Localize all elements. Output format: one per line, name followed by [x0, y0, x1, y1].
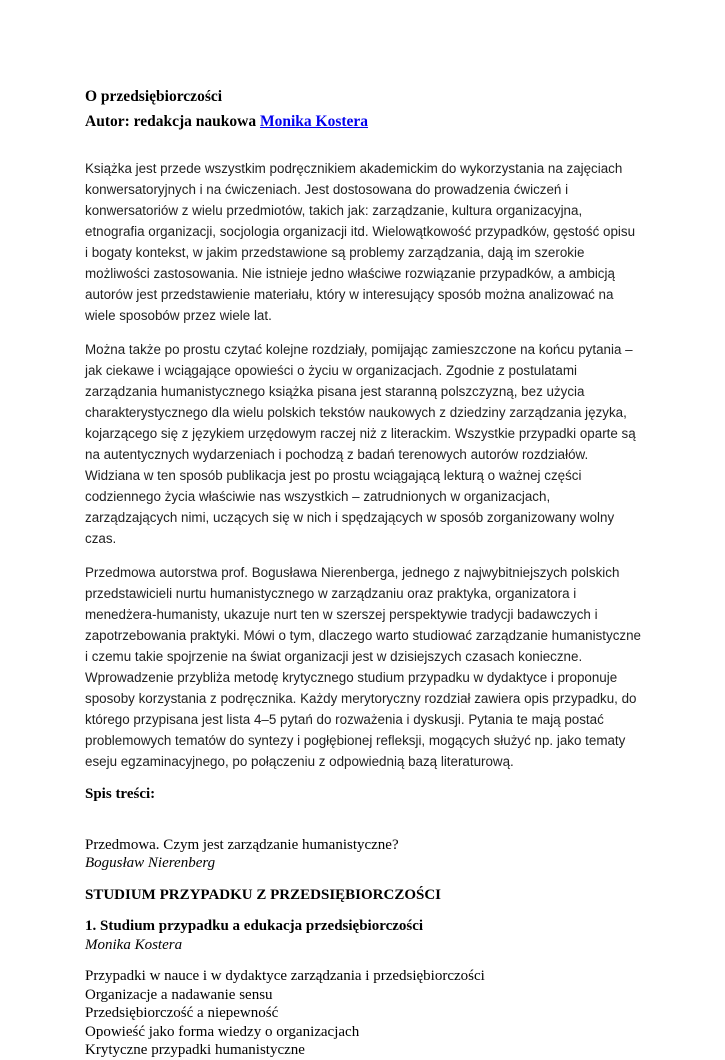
- toc-topic-list: [85, 967, 641, 1060]
- toc-chapter-title: 1. Studium przypadku a edukacja przedsiębiorczości: [85, 918, 424, 934]
- paragraph-3: Przedmowa autorstwa prof. Bogusława Nierenberga, jednego z najwybitniejszych polskich przedstawicieli nurtu humanistycznego w zarządzaniu oraz praktyka, organizatora i menedżera-humanisty, ukazuje nurt ten w szerszej perspektywie tradycji badawczych i zapotrzebowania praktyki. Mówi o tym, dlaczego warto studiować zarządzanie humanistyczne i czemu takie spojrzenie na świat organizacji jest w dzisiejszych czasach konieczne. Wprowadzenie przybliża metodę krytycznego studium przypadku w dydaktyce i proponuje sposoby korzystania z podręcznika. Każdy merytoryczny rozdział zawiera opis przypadku, do którego przypisana jest lista 4–5 pytań do rozważenia i dyskusji. Pytania te mają postać problemowych tematów do syntezy i pogłębionej refleksji, mogących służyć np. jako tematy eseju egzaminacyjnego, po połączeniu z odpowiednią bazą literaturową.: [85, 565, 641, 769]
- toc-topic-item: Opowieść jako forma wiedzy o organizacjach: [85, 1023, 360, 1040]
- toc-chapter-author: Monika Kostera: [85, 936, 183, 953]
- toc-heading: Spis treści:: [85, 786, 156, 802]
- table-of-contents: [85, 785, 641, 1060]
- paragraph-2: Można także po prostu czytać kolejne rozdziały, pomijając zamieszczone na końcu pytania – jak ciekawe i wciągające opowieści o życiu w organizacjach. Zgodnie z postulatami zarządzania humanistycznego książka pisana jest staranną polszczyzną, bez użycia charakterystycznego dla wielu polskich tekstów naukowych z dziedziny zarządzania języka, kojarzącego się z językiem urzędowym raczej niż z literackim. Wszystkie przypadki oparte są na autentycznych wydarzeniach i pochodzą z badań terenowych autorów rozdziałów. Widziana w ten sposób publikacja jest po prostu wciągającą lekturą o ważnej części codziennego życia właściwie nas wszystkich – zatrudnionych w organizacjach, zarządzających nimi, uczących się w nich i spędzających w sposób zorganizowany wolny czas.: [85, 342, 636, 546]
- author-line: [85, 109, 641, 134]
- paragraph-1: Książka jest przede wszystkim podręcznikiem akademickim do wykorzystania na zajęciach konwersatoryjnych i na ćwiczeniach. Jest dostosowana do prowadzenia ćwiczeń i konwersatoriów z wielu przedmiotów, takich jak: zarządzanie, kultura organizacyjna, etnografia organizacji, socjologia organizacji itd. Wielowątkowość przypadków, gęstość opisu i bogaty kontekst, w jakim przedstawione są problemy zarządzania, dają im szerokie możliwości zastosowania. Nie istnieje jedno właściwe rozwiązanie przypadków, a ambicją autorów jest przedstawienie materiału, który w interesujący sposób można analizować na wiele sposobów przez wiele lat.: [85, 161, 636, 323]
- toc-chapter-entry: [85, 917, 641, 954]
- document-title: O przedsiębiorczości: [85, 88, 223, 105]
- toc-topic-item: Organizacje a nadawanie sensu: [85, 986, 273, 1003]
- toc-topic-item: Krytyczne przypadki humanistyczne: [85, 1042, 305, 1058]
- toc-preface-entry: [85, 836, 641, 873]
- author-line-prefix: Autor: redakcja naukowa: [85, 113, 260, 130]
- toc-preface-author: Bogusław Nierenberg: [85, 855, 216, 871]
- author-link[interactable]: Monika Kostera: [259, 113, 369, 130]
- toc-topic-item: Przypadki w nauce i w dydaktyce zarządzania i przedsiębiorczości: [85, 968, 485, 984]
- toc-section-heading: STUDIUM PRZYPADKU Z PRZEDSIĘBIORCZOŚCI: [85, 886, 442, 903]
- toc-preface-title: Przedmowa. Czym jest zarządzanie humanistyczne?: [85, 836, 399, 853]
- document-body: [85, 158, 641, 772]
- document-header: [85, 84, 641, 134]
- toc-topic-item: Przedsiębiorczość a niepewność: [85, 1005, 279, 1021]
